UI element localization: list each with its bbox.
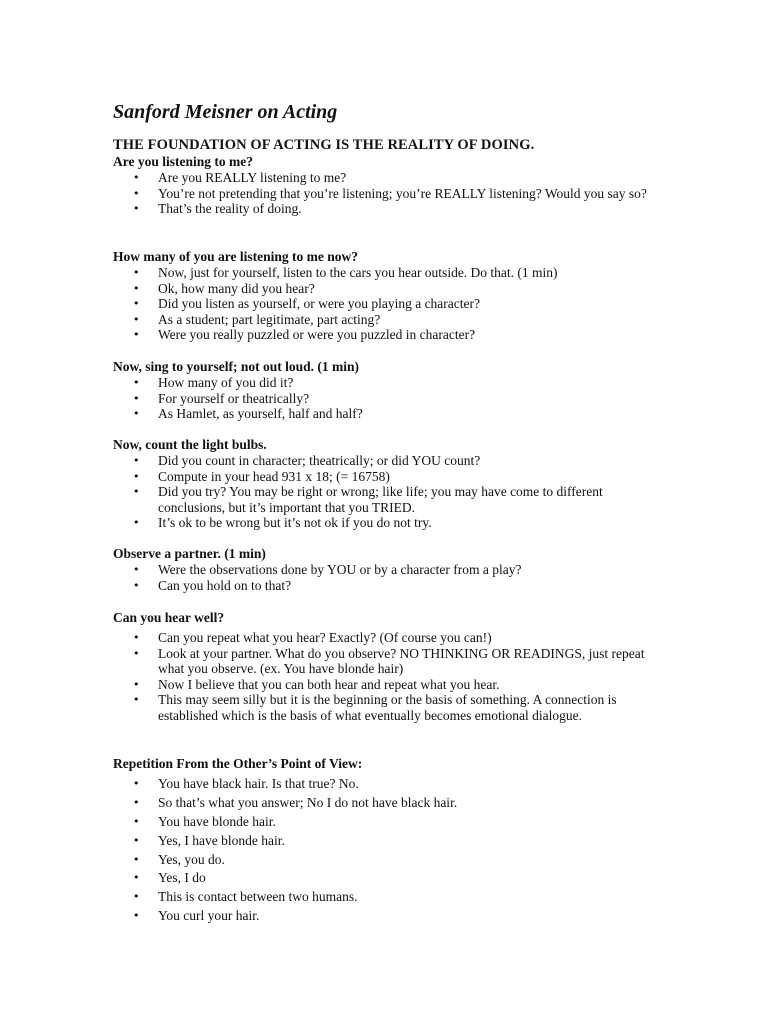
bullet-list	[113, 170, 673, 217]
list-item: • That’s the reality of doing.	[113, 201, 673, 217]
list-item: • Are you REALLY listening to me?	[113, 170, 673, 186]
list-item: • This may seem silly but it is the beginning or the basis of something. A connection is established which is the basis of what eventually becomes emotional dialogue.	[113, 692, 673, 723]
section-hear-well	[113, 610, 673, 723]
list-item: • You curl your hair.	[113, 908, 673, 924]
section-sing	[113, 359, 673, 422]
list-item: • Were the observations done by YOU or by a character from a play?	[113, 562, 673, 578]
list-item: • You have black hair. Is that true? No.	[113, 776, 673, 792]
section-observe-partner	[113, 546, 673, 593]
list-item: • How many of you did it?	[113, 375, 673, 391]
bullet-list	[113, 562, 673, 593]
list-item: • Look at your partner. What do you observe? NO THINKING OR READINGS, just repeat what you observe. (ex. You have blonde hair)	[113, 646, 673, 677]
bullet-list	[113, 265, 673, 343]
list-item: • You have blonde hair.	[113, 814, 673, 830]
list-item: • This is contact between two humans.	[113, 889, 673, 905]
section-heading: Now, count the light bulbs.	[113, 437, 267, 452]
list-item: • Yes, I do	[113, 870, 673, 886]
list-item: • Yes, you do.	[113, 852, 673, 868]
list-item: • You’re not pretending that you’re listening; you’re REALLY listening? Would you say so?	[113, 186, 673, 202]
section-listening	[113, 154, 673, 217]
section-heading: Can you hear well?	[113, 610, 225, 625]
bullet-list	[113, 375, 673, 422]
list-item: • Compute in your head 931 x 18; (= 16758)	[113, 469, 673, 485]
section-heading: Are you listening to me?	[113, 154, 253, 169]
list-item: • Now, just for yourself, listen to the cars you hear outside. Do that. (1 min)	[113, 265, 673, 281]
list-item: • Ok, how many did you hear?	[113, 281, 673, 297]
section-light-bulbs	[113, 437, 673, 531]
list-item: • As a student; part legitimate, part acting?	[113, 312, 673, 328]
bullet-list	[113, 776, 673, 924]
list-item: • As Hamlet, as yourself, half and half?	[113, 406, 673, 422]
list-item: • Yes, I have blonde hair.	[113, 833, 673, 849]
section-heading: Now, sing to yourself; not out loud. (1 min)	[113, 359, 360, 374]
list-item: • Can you hold on to that?	[113, 578, 673, 594]
list-item: • Did you try? You may be right or wrong; like life; you may have come to different conclusions, but it’s important that you TRIED.	[113, 484, 673, 515]
list-item: • It’s ok to be wrong but it’s not ok if you do not try.	[113, 515, 673, 531]
section-how-many-listening	[113, 249, 673, 343]
list-item: • Were you really puzzled or were you puzzled in character?	[113, 327, 673, 343]
section-heading: Repetition From the Other’s Point of View:	[113, 756, 363, 771]
document-title: Sanford Meisner on Acting	[113, 101, 338, 123]
section-repetition	[113, 756, 673, 927]
document-subtitle: THE FOUNDATION OF ACTING IS THE REALITY OF DOING.	[113, 137, 535, 153]
list-item: • Did you listen as yourself, or were you playing a character?	[113, 296, 673, 312]
bullet-list	[113, 453, 673, 531]
bullet-list	[113, 630, 673, 723]
list-item: • Can you repeat what you hear? Exactly? (Of course you can!)	[113, 630, 673, 646]
list-item: • Did you count in character; theatrically; or did YOU count?	[113, 453, 673, 469]
list-item: • So that’s what you answer; No I do not have black hair.	[113, 795, 673, 811]
list-item: • Now I believe that you can both hear and repeat what you hear.	[113, 677, 673, 693]
section-heading: How many of you are listening to me now?	[113, 249, 358, 264]
list-item: • For yourself or theatrically?	[113, 391, 673, 407]
section-heading: Observe a partner. (1 min)	[113, 546, 266, 561]
